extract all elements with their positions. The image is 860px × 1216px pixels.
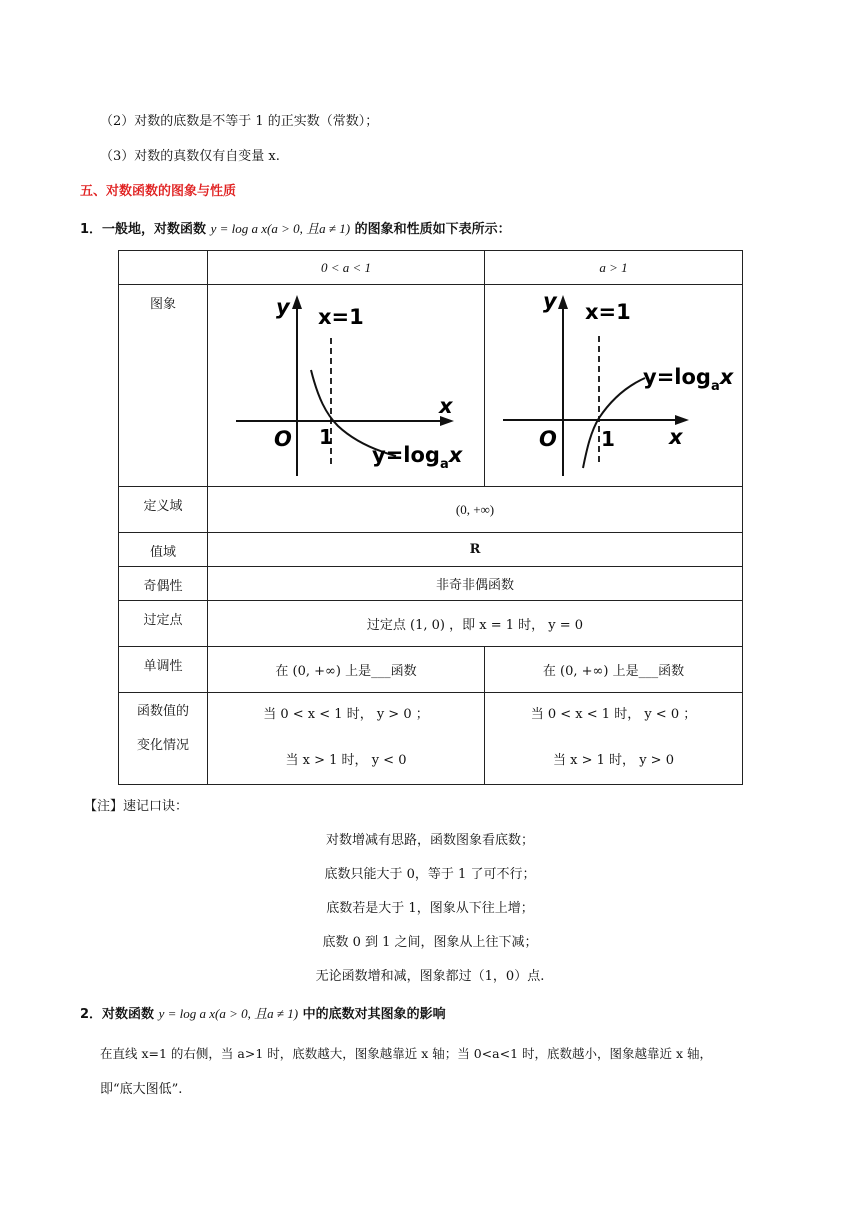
- point-2-suffix: 中的底数对其图象的影响: [298, 1007, 446, 1022]
- monotonicity-right: 在 (0, +∞) 上是___函数: [485, 647, 743, 693]
- parity-row: [119, 567, 743, 601]
- y-axis-arrow: [292, 295, 302, 309]
- value-change-row: [119, 693, 743, 785]
- point-2-formula: y = log a x(a > 0, 且a ≠ 1): [158, 1006, 299, 1021]
- point-2-prefix: 2．对数函数: [80, 1007, 159, 1022]
- header-empty: [119, 251, 208, 285]
- fixed-point-value: 过定点 (1, 0) ，即 x = 1 时， y = 0: [208, 601, 743, 647]
- header-right: a > 1: [485, 251, 743, 285]
- x-axis-arrow: [675, 415, 689, 425]
- properties-table: [118, 250, 743, 785]
- graph-left-cell: [208, 285, 485, 487]
- point-2-heading: [80, 1003, 446, 1022]
- x-axis-label: x: [669, 424, 683, 449]
- monotonicity-label: 单调性: [119, 647, 208, 693]
- parity-label: 奇偶性: [119, 567, 208, 601]
- value-change-label-2: 变化情况: [136, 738, 189, 753]
- value-change-label: [119, 693, 208, 785]
- vline-label: x=1: [585, 299, 631, 324]
- value-change-right: [485, 693, 743, 785]
- range-value: R: [208, 533, 743, 567]
- curve-label-x: x: [719, 364, 734, 389]
- one-label: 1: [601, 426, 615, 451]
- y-axis-arrow: [558, 295, 568, 309]
- point-1-heading: [80, 218, 511, 237]
- header-left: 0 < a < 1: [208, 251, 485, 285]
- fixed-point-row: [119, 601, 743, 647]
- section-title: 五、对数函数的图象与性质: [80, 184, 237, 199]
- curve-label-main: y=log: [372, 442, 440, 467]
- vline-label: x=1: [318, 304, 364, 329]
- curve-label: [643, 365, 735, 394]
- domain-row: [119, 487, 743, 533]
- origin-label: O: [539, 426, 557, 451]
- range-row: [119, 533, 743, 567]
- mnemonic-line-4: 底数 0 到 1 之间，图象从上往下减；: [322, 935, 538, 950]
- graph-right-cell: [485, 285, 743, 487]
- value-change-right-1: 当 0 < x < 1 时， y < 0 ；: [530, 707, 697, 722]
- mnemonic-heading: 【注】速记口诀：: [84, 799, 189, 814]
- domain-value: (0, +∞): [208, 487, 743, 533]
- graph-decreasing: [208, 286, 484, 486]
- monotonicity-left: 在 (0, +∞) 上是___函数: [208, 647, 485, 693]
- curve-label-sub: a: [439, 456, 449, 472]
- point-1-suffix: 的图象和性质如下表所示：: [350, 222, 511, 237]
- value-change-label-1: 函数值的: [136, 704, 189, 719]
- point-1-prefix: 1．一般地，对数函数: [80, 222, 211, 237]
- y-axis-label: y: [276, 294, 290, 319]
- point-2-paragraph-1: 在直线 x=1 的右侧，当 a>1 时，底数越大，图象越靠近 x 轴；当 0<a<1 时，底数越小，图象越靠近 x 轴，: [100, 1046, 712, 1061]
- y-axis-label: y: [543, 288, 557, 313]
- range-label: 值域: [119, 533, 208, 567]
- value-change-right-2: 当 x > 1 时， y > 0: [553, 753, 674, 768]
- mnemonic-line-1: 对数增减有思路，函数图象看底数；: [325, 833, 534, 848]
- note-3: （3）对数的真数仅有自变量 x.: [100, 149, 280, 164]
- curve-label-main: y=log: [643, 364, 711, 389]
- image-label: 图象: [119, 285, 208, 487]
- table-header-row: [119, 251, 743, 285]
- x-axis-label: x: [439, 393, 453, 418]
- curve-label-x: x: [448, 442, 463, 467]
- point-1-formula: y = log a x(a > 0, 且a ≠ 1): [210, 221, 351, 236]
- fixed-point-label: 过定点: [119, 601, 208, 647]
- monotonicity-row: [119, 647, 743, 693]
- curve-label: [372, 443, 464, 472]
- one-label: 1: [319, 424, 333, 449]
- note-2: （2）对数的底数是不等于 1 的正实数（常数）；: [100, 114, 379, 129]
- point-2-paragraph-2: 即“底大图低”.: [100, 1082, 183, 1097]
- value-change-left-2: 当 x > 1 时， y < 0: [285, 753, 407, 768]
- domain-label: 定义域: [119, 487, 208, 533]
- value-change-left: [208, 693, 485, 785]
- value-change-left-1: 当 0 < x < 1 时， y > 0 ；: [263, 707, 429, 722]
- origin-label: O: [274, 426, 292, 451]
- mnemonic-line-2: 底数只能大于 0，等于 1 了可不行；: [324, 867, 536, 882]
- parity-value: 非奇非偶函数: [208, 567, 743, 601]
- mnemonic-line-3: 底数若是大于 1，图象从下往上增；: [326, 901, 534, 916]
- log-curve: [583, 378, 645, 468]
- image-row: [119, 285, 743, 487]
- mnemonic-line-5: 无论函数增和减，图象都过（1，0）点.: [315, 969, 545, 984]
- graph-increasing: [485, 286, 742, 486]
- curve-label-sub: a: [710, 378, 720, 394]
